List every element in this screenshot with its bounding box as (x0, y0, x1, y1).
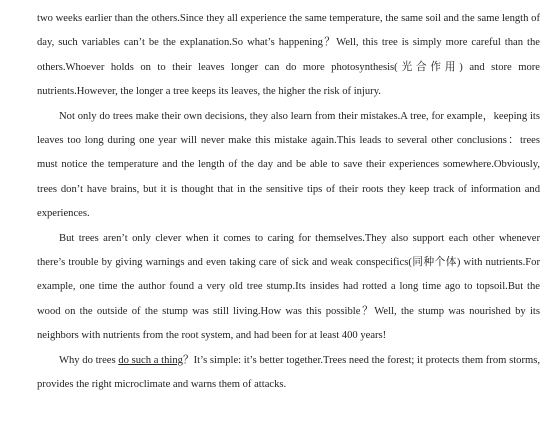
paragraph-2: Not only do trees make their own decisions, they also learn from their mistakes.A tree, for example，keeping its leaves too long during one year will never make this mistake again.This leads to several other conclusions：trees must notice the temperature and the length of the day and be able to save their experiences somewhere.Obviously, trees don’t have brains, but it is thought that in the sensitive tips of their roots they keep track of information and experiences. (37, 110, 540, 220)
paragraph-1: two weeks earlier than the others.Since they all experience the same temperature, the same soil and the same length of day, such variables can’t be the explanation.So what’s happening？Well, this tree is simply more careful than the others.Whoever holds on to their leaves longer can do more photosynthesis(光合作用) and store more nutrients.However, the longer a tree keeps its leaves, the higher the risk of injury. (37, 13, 540, 98)
paragraph-3: But trees aren’t only clever when it comes to caring for themselves.They also support each other whenever there’s trouble by giving warnings and even taking care of sick and weak conspecifics(同种个体) with nutrients.For example, one time the author found a very old tree stump.Its insides had rotted a long time ago to topsoil.But the wood on the outside of the stump was still living.How was this possible？Well, the stump was nourished by its neighbors with nutrients from the root system, and had been for at least 400 years! (37, 232, 540, 342)
paragraph-4 (37, 349, 540, 398)
paragraph-4-start: Why do trees (59, 354, 119, 366)
underlined-phrase: do such a thing (118, 354, 183, 366)
paragraph-4-end: ？It’s simple: it’s better together.Trees need the forest; it protects them from storms, provides the right microclimate and warns them of attacks. (37, 354, 540, 391)
